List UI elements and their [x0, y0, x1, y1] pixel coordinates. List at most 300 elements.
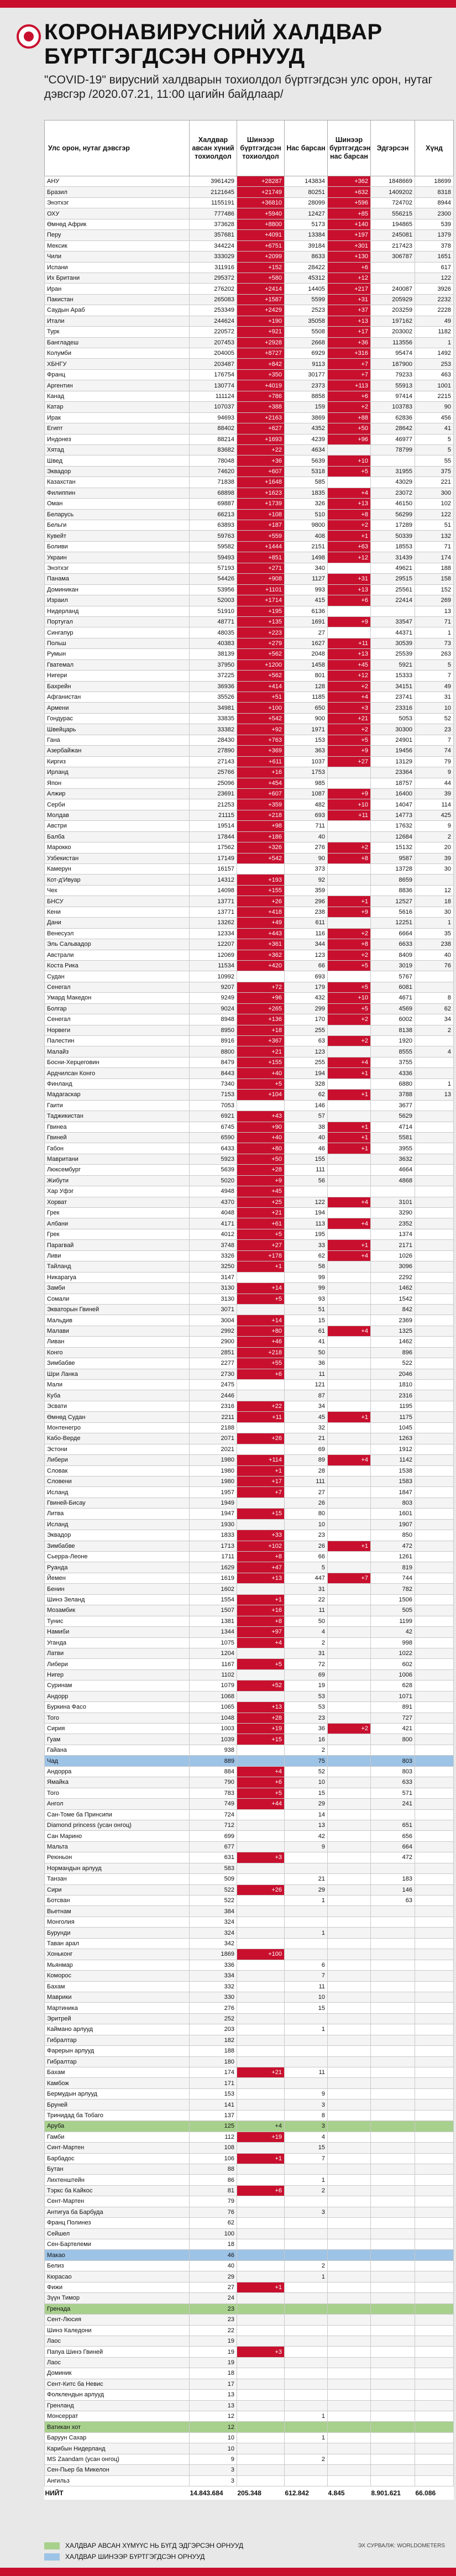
cell-deaths: 510 [285, 509, 328, 520]
cell-recovered: 556215 [371, 208, 415, 219]
cell-recovered: 522 [371, 1358, 415, 1369]
cell-country: Сент-Китс ба Невис [45, 2379, 190, 2389]
cell-critical: 9 [415, 821, 454, 831]
cell-country: Габон [45, 1143, 190, 1154]
cell-new-cases: +1 [237, 2153, 285, 2164]
cell-country: Дани [45, 918, 190, 928]
cell-critical [415, 1702, 454, 1713]
cell-recovered: 3755 [371, 1057, 415, 1067]
cell-critical [415, 1175, 454, 1186]
table-row [45, 724, 454, 735]
cell-critical: 2232 [415, 294, 454, 305]
cell-deaths [285, 2046, 328, 2056]
table-row [45, 1154, 454, 1164]
cell-recovered: 14773 [371, 810, 415, 820]
legend-label-green: ХАЛДВАР АВСАН ХҮМҮҮС НЬ БҮГД ЭДГЭРСЭН ОРНУУД [65, 2542, 244, 2549]
cell-cases: 5020 [190, 1175, 237, 1186]
cell-recovered: 23316 [371, 703, 415, 713]
cell-critical: 51 [415, 520, 454, 531]
cell-country: Куба [45, 1390, 190, 1401]
cell-new-deaths: +1 [328, 1412, 371, 1422]
cell-recovered: 30539 [371, 638, 415, 648]
cell-critical: 5 [415, 659, 454, 670]
cell-new-cases [237, 971, 285, 982]
cell-deaths: 5318 [285, 466, 328, 477]
cell-recovered: 13129 [371, 756, 415, 767]
cell-deaths [285, 2368, 328, 2379]
cell-new-cases: +1 [237, 1261, 285, 1272]
cell-new-cases: +80 [237, 1143, 285, 1154]
cell-deaths: 87 [285, 1390, 328, 1401]
cell-country: Мавритани [45, 1154, 190, 1164]
cell-new-deaths: +2 [328, 402, 371, 412]
cell-new-cases: +104 [237, 1090, 285, 1100]
cell-critical [415, 1250, 454, 1261]
cell-critical [415, 1627, 454, 1637]
cell-new-cases: +13 [237, 1573, 285, 1583]
cell-deaths: 4352 [285, 423, 328, 434]
cell-country: Беларусь [45, 509, 190, 520]
cell-recovered: 6880 [371, 1078, 415, 1089]
table-row [45, 1938, 454, 1949]
cell-deaths [285, 2056, 328, 2067]
cell-critical [415, 1971, 454, 1981]
cell-cases: 1949 [190, 1498, 237, 1508]
cell-recovered: 17632 [371, 821, 415, 831]
table-row [45, 176, 454, 187]
cell-country: Азербайжан [45, 746, 190, 756]
cell-new-deaths: +7 [328, 1573, 371, 1583]
cell-deaths: 113 [285, 1218, 328, 1229]
cell-new-deaths: +27 [328, 756, 371, 767]
cell-deaths: 123 [285, 1046, 328, 1057]
cell-recovered: 6633 [371, 939, 415, 950]
cell-cases: 18 [190, 2368, 237, 2379]
cell-new-deaths [328, 2347, 371, 2357]
cell-country: Либери [45, 1659, 190, 1669]
table-row [45, 477, 454, 488]
cell-cases: 253349 [190, 305, 237, 316]
cell-critical [415, 1756, 454, 1766]
cell-deaths: 153 [285, 735, 328, 745]
cell-cases: 311916 [190, 262, 237, 273]
cell-new-cases: +22 [237, 1401, 285, 1411]
cell-deaths: 46 [285, 1143, 328, 1154]
cell-new-deaths [328, 918, 371, 928]
table-row [45, 1648, 454, 1658]
cell-new-deaths [328, 1380, 371, 1390]
cell-critical: 2215 [415, 391, 454, 401]
table-row [45, 993, 454, 1003]
cell-country: Сен-Пьер ба Микелон [45, 2465, 190, 2475]
cell-new-cases: +367 [237, 1036, 285, 1046]
cell-country: Мальта [45, 1841, 190, 1852]
cell-country: Малайз [45, 1046, 190, 1057]
table-row [45, 2196, 454, 2207]
cell-deaths: 41 [285, 1337, 328, 1347]
table-row [45, 1358, 454, 1369]
cell-deaths: 40 [285, 831, 328, 842]
cell-country: Сенегал [45, 982, 190, 992]
table-row [45, 1509, 454, 1519]
cell-recovered [371, 1992, 415, 2002]
cell-new-deaths [328, 1884, 371, 1895]
cell-critical [415, 1541, 454, 1551]
cell-new-deaths [328, 1347, 371, 1358]
cell-recovered: 30300 [371, 724, 415, 735]
cell-country: Лихтенштейн [45, 2175, 190, 2185]
cell-critical [415, 1326, 454, 1336]
table-row [45, 1347, 454, 1358]
cell-new-deaths [328, 2228, 371, 2239]
cell-cases: 207453 [190, 337, 237, 348]
cell-deaths: 3 [285, 2099, 328, 2110]
table-row [45, 2411, 454, 2422]
cell-country: Сири [45, 1884, 190, 1895]
table-row [45, 2121, 454, 2132]
cell-new-deaths: +217 [328, 284, 371, 294]
cell-deaths: 1 [285, 1928, 328, 1938]
cell-country: Пакистан [45, 294, 190, 305]
cell-critical: 300 [415, 488, 454, 498]
cell-country: Сингапур [45, 627, 190, 638]
cell-recovered: 724702 [371, 197, 415, 208]
cell-recovered: 31955 [371, 466, 415, 477]
table-row [45, 2153, 454, 2164]
cell-new-deaths [328, 2056, 371, 2067]
cell-country: Таджикистан [45, 1111, 190, 1122]
table-row [45, 1304, 454, 1315]
cell-cases: 54426 [190, 574, 237, 584]
cell-deaths: 194 [285, 1068, 328, 1078]
cell-recovered: 187900 [371, 359, 415, 369]
cell-cases: 8479 [190, 1057, 237, 1067]
cell-critical [415, 1648, 454, 1658]
cell-recovered: 1263 [371, 1433, 415, 1444]
cell-deaths: 123 [285, 950, 328, 960]
cell-new-deaths [328, 885, 371, 896]
cell-cases: 29 [190, 2271, 237, 2282]
cell-recovered: 472 [371, 1852, 415, 1863]
cell-new-cases: +359 [237, 799, 285, 810]
cell-deaths: 10 [285, 1992, 328, 2002]
table-row [45, 1981, 454, 1992]
cell-recovered: 205929 [371, 294, 415, 305]
cell-new-deaths [328, 1992, 371, 2002]
cell-cases: 17149 [190, 853, 237, 863]
cell-cases: 7053 [190, 1100, 237, 1111]
cell-recovered: 602 [371, 1659, 415, 1669]
cell-recovered [371, 2357, 415, 2368]
cell-critical [415, 2390, 454, 2400]
cell-cases: 19 [190, 2347, 237, 2357]
cell-new-cases [237, 1820, 285, 1830]
cell-cases: 180 [190, 2056, 237, 2067]
cell-new-cases: +1 [237, 1465, 285, 1476]
cell-deaths [285, 2282, 328, 2292]
cell-critical [415, 1132, 454, 1143]
cell-deaths [285, 2239, 328, 2250]
legend [44, 2540, 243, 2562]
cell-critical [415, 2357, 454, 2368]
cell-recovered: 12251 [371, 918, 415, 928]
cell-recovered: 3677 [371, 1100, 415, 1111]
cell-new-deaths [328, 2003, 371, 2013]
cell-new-deaths: +2 [328, 1014, 371, 1025]
cell-cases: 10 [190, 2432, 237, 2443]
cell-country: Балба [45, 831, 190, 842]
cell-critical [415, 1294, 454, 1304]
cell-new-deaths: +8 [328, 853, 371, 863]
cell-deaths: 194 [285, 1208, 328, 1218]
table-row [45, 305, 454, 316]
cell-deaths: 116 [285, 928, 328, 939]
cell-cases: 5639 [190, 1165, 237, 1175]
cell-recovered [371, 2465, 415, 2475]
cell-country: Эсвати [45, 1401, 190, 1411]
cell-new-cases [237, 2443, 285, 2454]
cell-recovered: 8138 [371, 1025, 415, 1035]
cell-country: Жибути [45, 1175, 190, 1186]
cell-new-cases: +1739 [237, 499, 285, 509]
cell-new-cases: +21 [237, 2067, 285, 2078]
cell-cases: 17 [190, 2379, 237, 2389]
cell-country: Ирланд [45, 767, 190, 778]
cell-new-cases [237, 1928, 285, 1938]
cell-critical [415, 1992, 454, 2002]
cell-deaths: 111 [285, 1476, 328, 1486]
cell-critical [415, 2315, 454, 2325]
cell-country: Мексик [45, 240, 190, 251]
cell-new-cases: +4091 [237, 230, 285, 240]
cell-critical [415, 2046, 454, 2056]
cell-cases: 373628 [190, 219, 237, 229]
cell-cases: 884 [190, 1766, 237, 1777]
cell-recovered: 1409202 [371, 187, 415, 197]
cell-recovered [371, 1949, 415, 1960]
cell-deaths [285, 2347, 328, 2357]
cell-new-cases: +559 [237, 531, 285, 541]
cell-recovered [371, 262, 415, 273]
cell-new-cases [237, 2475, 285, 2486]
cell-cases: 83682 [190, 444, 237, 455]
table-row [45, 584, 454, 595]
cell-country: Австрали [45, 950, 190, 960]
cell-new-deaths: +11 [328, 810, 371, 820]
cell-new-deaths: +17 [328, 327, 371, 337]
cell-new-deaths [328, 2218, 371, 2228]
cell-new-deaths [328, 1304, 371, 1315]
cell-new-cases [237, 2368, 285, 2379]
cell-critical: 617 [415, 262, 454, 273]
cell-critical: 76 [415, 960, 454, 971]
cell-new-cases [237, 2400, 285, 2411]
cell-new-cases: +842 [237, 359, 285, 369]
cell-cases: 783 [190, 1788, 237, 1798]
cell-cases: 3 [190, 2475, 237, 2486]
cell-deaths: 1753 [285, 767, 328, 778]
cell-deaths: 1498 [285, 552, 328, 563]
page-subtitle: "COVID-19" вирусний халдварын тохиолдол бүртгэгдсэн улс орон, нутаг дэвсгэр /2020.07.21, 11:00 цагийн байдлаар/ [44, 74, 433, 101]
header-new-deaths: Шинээр бүртгэгдсэн нас барсан [328, 121, 371, 176]
cell-new-cases [237, 2099, 285, 2110]
cell-new-deaths: +4 [328, 1455, 371, 1465]
cell-new-cases: +26 [237, 1433, 285, 1444]
table-row [45, 1928, 454, 1938]
table-row [45, 1422, 454, 1433]
table-row [45, 262, 454, 273]
cell-country: Франц Полинез [45, 2218, 190, 2228]
table-row [45, 1369, 454, 1379]
cell-country: Сомали [45, 1294, 190, 1304]
cell-critical: 269 [415, 595, 454, 606]
cell-deaths: 1087 [285, 788, 328, 799]
cell-recovered [371, 2164, 415, 2174]
table-row [45, 2260, 454, 2271]
cell-critical: 39 [415, 788, 454, 799]
cell-new-cases [237, 2336, 285, 2346]
cell-new-deaths [328, 563, 371, 573]
cell-new-cases: +186 [237, 831, 285, 842]
cell-cases: 699 [190, 1831, 237, 1841]
cell-critical [415, 1766, 454, 1777]
table-row [45, 1186, 454, 1197]
cell-recovered: 800 [371, 1734, 415, 1745]
cell-country: Казахстан [45, 477, 190, 488]
cell-deaths: 900 [285, 713, 328, 724]
cell-deaths: 296 [285, 896, 328, 907]
cell-cases: 57193 [190, 563, 237, 573]
cell-country: Хар Уфэг [45, 1186, 190, 1197]
table-row [45, 380, 454, 391]
cell-deaths: 21 [285, 1433, 328, 1444]
cell-new-deaths: +1 [328, 1122, 371, 1132]
cell-critical [415, 2336, 454, 2346]
table-row [45, 1992, 454, 2002]
cell-cases: 8916 [190, 1036, 237, 1046]
cell-new-deaths [328, 2465, 371, 2475]
table-row [45, 606, 454, 616]
cell-country: Гвиней-Бисау [45, 1498, 190, 1508]
cell-deaths: 155 [285, 1154, 328, 1164]
cell-deaths: 170 [285, 1014, 328, 1025]
cell-new-cases: +607 [237, 788, 285, 799]
cell-new-cases: +9 [237, 1175, 285, 1186]
cell-new-cases: +15 [237, 1734, 285, 1745]
cell-critical: 35 [415, 928, 454, 939]
cell-recovered: 22414 [371, 595, 415, 606]
cell-new-cases: +542 [237, 853, 285, 863]
cell-deaths: 693 [285, 971, 328, 982]
cell-deaths: 2 [285, 2454, 328, 2464]
cell-cases: 12069 [190, 950, 237, 960]
cell-new-cases: +3 [237, 2347, 285, 2357]
cell-new-deaths: +4 [328, 1326, 371, 1336]
cell-deaths [285, 2390, 328, 2400]
cell-cases: 3961429 [190, 176, 237, 187]
cell-new-cases: +1623 [237, 488, 285, 498]
cell-country: Камбож [45, 2078, 190, 2088]
cell-critical: 375 [415, 466, 454, 477]
cell-new-deaths: +2 [328, 842, 371, 853]
cell-cases: 1003 [190, 1724, 237, 1734]
table-row [45, 616, 454, 627]
table-row [45, 509, 454, 520]
cell-new-cases [237, 2315, 285, 2325]
cell-country: Литва [45, 1509, 190, 1519]
cell-new-deaths [328, 2078, 371, 2088]
cell-recovered [371, 2067, 415, 2078]
cell-country: Сан Марино [45, 1831, 190, 1841]
cell-deaths [285, 2357, 328, 2368]
cell-new-deaths: +13 [328, 499, 371, 509]
table-row [45, 2218, 454, 2228]
table-row [45, 1573, 454, 1583]
cell-deaths: 16 [285, 1734, 328, 1745]
cell-new-deaths: +63 [328, 541, 371, 552]
table-row [45, 1208, 454, 1218]
cell-recovered: 78799 [371, 444, 415, 455]
cell-new-cases: +1648 [237, 477, 285, 488]
table-row [45, 1057, 454, 1067]
cell-new-cases [237, 2196, 285, 2207]
cell-recovered: 727 [371, 1713, 415, 1723]
cell-deaths: 2 [285, 1637, 328, 1648]
cell-country: Конго [45, 1347, 190, 1358]
table-row [45, 1165, 454, 1175]
cell-recovered: 146 [371, 1884, 415, 1895]
cell-country: Канад [45, 391, 190, 401]
cell-new-deaths: +2 [328, 1724, 371, 1734]
cell-new-cases [237, 2046, 285, 2056]
cell-cases: 2021 [190, 1444, 237, 1454]
cell-recovered: 2171 [371, 1240, 415, 1250]
cell-country: Швейцарь [45, 724, 190, 735]
cell-new-cases: +908 [237, 574, 285, 584]
cell-cases: 1381 [190, 1616, 237, 1626]
table-row [45, 1122, 454, 1132]
cell-country: Болгар [45, 1003, 190, 1014]
cell-new-deaths [328, 1294, 371, 1304]
cell-deaths: 359 [285, 885, 328, 896]
cell-cases: 336 [190, 1960, 237, 1970]
cell-new-cases: +763 [237, 735, 285, 745]
cell-cases: 252 [190, 2013, 237, 2024]
cell-critical [415, 1444, 454, 1454]
cell-country: Ангол [45, 1799, 190, 1809]
cell-cases: 19 [190, 2357, 237, 2368]
cell-new-deaths [328, 2250, 371, 2260]
cell-deaths: 30177 [285, 369, 328, 380]
cell-recovered: 62836 [371, 412, 415, 423]
cell-new-cases: +8 [237, 1616, 285, 1626]
cell-deaths: 93 [285, 1294, 328, 1304]
cell-deaths [285, 1186, 328, 1197]
cell-country: Оман [45, 499, 190, 509]
cell-deaths [285, 2475, 328, 2486]
table-row [45, 681, 454, 692]
cell-critical: 5 [415, 434, 454, 444]
cell-recovered [371, 2046, 415, 2056]
cell-recovered [371, 1938, 415, 1949]
cell-cases: 14312 [190, 875, 237, 885]
header [0, 8, 456, 120]
cell-country: Таван арал [45, 1938, 190, 1949]
cell-country: Нормандын арлууд [45, 1863, 190, 1873]
table-row [45, 1530, 454, 1541]
cell-new-deaths [328, 1111, 371, 1122]
cell-recovered: 1071 [371, 1691, 415, 1701]
